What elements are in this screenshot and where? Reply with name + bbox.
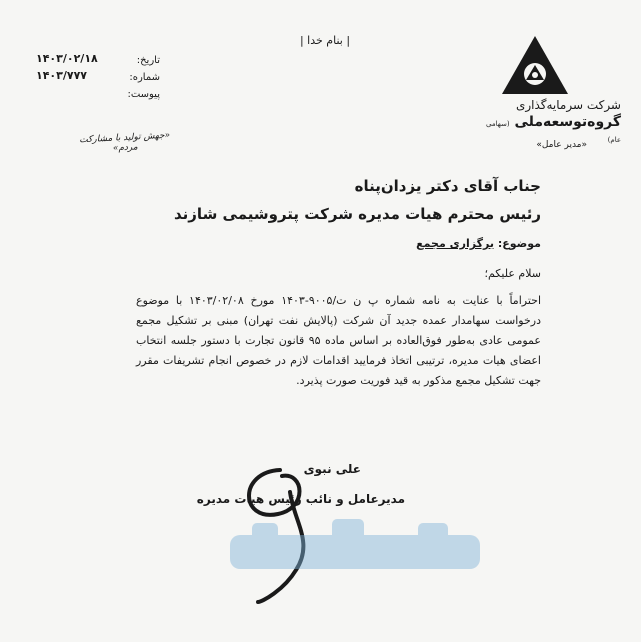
basmala-heading: | بنام خدا |	[299, 34, 351, 47]
watermark-icon	[222, 505, 492, 585]
meta-values	[36, 50, 102, 84]
company-name-main: گروه‌توسعه‌ملی	[514, 114, 621, 130]
signatory-title: مدیرعامل و نائب رئیس هیات مدیره	[196, 492, 405, 506]
number-label: شماره:	[129, 72, 160, 83]
number-value: ۱۴۰۳/۷۷۷	[36, 69, 88, 82]
date-label: تاریخ:	[136, 55, 160, 66]
subject-label: موضوع:	[497, 237, 541, 250]
signatory-name: علی نبوی	[303, 462, 361, 476]
attachment-label: پیوست:	[127, 89, 160, 100]
meta-labels	[112, 52, 160, 103]
company-name-line1: شرکت سرمایه‌گذاری	[515, 98, 621, 112]
position-note: «مدیر عامل»	[536, 140, 587, 150]
slogan-handwritten: «جهش تولید با مشارکت مردم»	[79, 130, 171, 154]
company-logo-icon	[500, 34, 570, 96]
letter-body: احتراماً با عنایت به نامه شماره پ ن ت/۹۰۰۵-۱۴۰۳ مورخ ۱۴۰۳/۰۲/۰۸ با موضوع درخواست سهامدار عمده جدید آن شرکت (پالایش نفت تهران) مبنی بر تشکیل مجمع عمومی عادی به‌طور فوق‌العاده بر اساس ماده ۹۵ قانون تجارت با دستور جلسه انتخاب اعضای هیات مدیره، ترتیبی اتخاذ فرمایید اقدامات لازم در خصوص انجام تشریفات مقرر جهت تشکیل مجمع مذکور به قید فوریت صورت پذیرد.	[136, 294, 542, 387]
greeting: سلام علیکم؛	[484, 267, 541, 280]
subject-line	[341, 237, 541, 250]
company-type: (سهامی عام)	[486, 120, 621, 144]
addressee-name: جناب آقای دکتر یزدان‌پناه	[354, 177, 541, 195]
date-value: ۱۴۰۳/۰۲/۱۸	[36, 52, 98, 65]
addressee-title: رئیس محترم هیات مدیره شرکت پتروشیمی شازند	[174, 205, 541, 223]
subject-value: برگزاری مجمع	[416, 237, 494, 250]
